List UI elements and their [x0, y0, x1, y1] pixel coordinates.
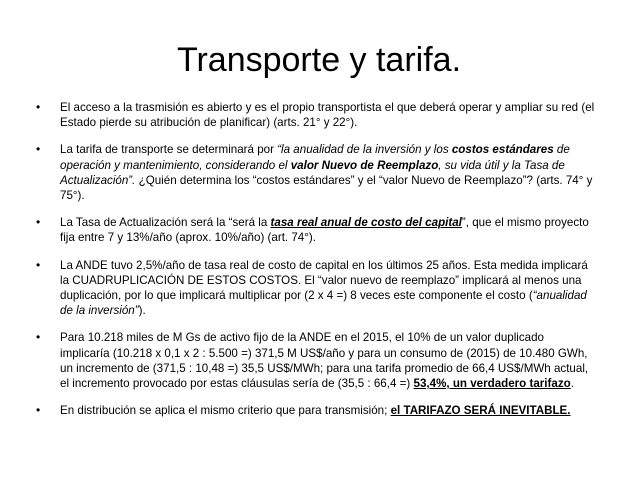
- bullet-text-segment: de operación y mantenimiento, considerando el: [60, 143, 570, 172]
- bullet-marker: •: [36, 100, 41, 114]
- bullet-item: [36, 403, 596, 418]
- bullet-list: [36, 100, 596, 430]
- bullet-text-segment: Para 10.218 miles de M Gs de activo fijo de la ANDE en el 2015, el 10% de un valor duplicado implicaría (10.218 x 0,1 x 2 : 5.500 =) 371,5 M US$/año y para un consumo de (2015) de 10.480 GWh, un incremento de (371,5 : 10,48 =) 35,5 US$/MWh; para una tarifa promedio de 66,4 US$/MWh actual, el incremento provocado por estas cláusulas sería de (35,5 : 66,4 =): [60, 331, 589, 391]
- bullet-item: [36, 100, 596, 130]
- bullet-text-segment: En distribución se aplica el mismo criterio que para transmisión;: [60, 404, 391, 418]
- bullet-text-segment: , su vida útil y la Tasa de Actualización”.: [60, 158, 565, 187]
- bullet-text-segment: La tarifa de transporte se determinará por: [60, 143, 278, 157]
- slide-title: Transporte y tarifa.: [176, 41, 462, 79]
- bullet-text-segment: “anualidad de la inversión”: [60, 289, 587, 318]
- bullet-item: [36, 142, 596, 203]
- bullet-item: [36, 330, 596, 391]
- bullet-marker: •: [36, 403, 41, 418]
- bullet-text-segment: tasa real anual de costo del capital: [270, 216, 462, 230]
- bullet-text-segment: costos estándares: [451, 143, 554, 157]
- bullet-text-segment: 53,4%, un verdadero tarifazo: [413, 377, 571, 391]
- bullet-text-segment: “la anualidad de la inversión y los: [277, 143, 452, 157]
- bullet-marker: •: [36, 142, 41, 157]
- bullet-text-segment: La Tasa de Actualización será la “será la: [60, 216, 271, 230]
- bullet-item: [36, 258, 596, 319]
- bullet-text-segment: valor Nuevo de Reemplazo: [290, 158, 439, 172]
- bullet-marker: •: [36, 257, 41, 272]
- bullet-text-segment: El acceso a la trasmisión es abierto y es el propio transportista el que deberá operar y ampliar su red (el Estado pierde su atribución de planificar) (arts. 21° y 22°).: [60, 101, 595, 130]
- bullet-marker: •: [36, 330, 41, 345]
- bullet-text-segment: La ANDE tuvo 2,5%/año de tasa real de costo de capital en los últimos 25 años. Esta medida implicará la CUADRUPLICACIÓN DE ESTOS COSTOS. El “valor nuevo de reemplazo” implicará al menos una duplicación, por lo que implicará multiplicar por (2 x 4 =) 8 veces este componente el costo (: [60, 258, 588, 303]
- bullet-marker: •: [36, 215, 41, 230]
- bullet-text-segment: .: [570, 377, 574, 391]
- bullet-text-segment: ).: [138, 304, 146, 318]
- bullet-text-segment: ¿Quién determina los “costos estándares” y el “valor Nuevo de Reemplazo”? (arts. 74° y 75°).: [60, 173, 593, 203]
- bullet-text-segment: ”, que el mismo proyecto fija entre 7 y 13%/año (aprox. 10%/año) (art. 74°).: [60, 216, 589, 245]
- bullet-text-segment: el TARIFAZO SERÁ INEVITABLE.: [390, 404, 571, 418]
- bullet-item: [36, 215, 596, 245]
